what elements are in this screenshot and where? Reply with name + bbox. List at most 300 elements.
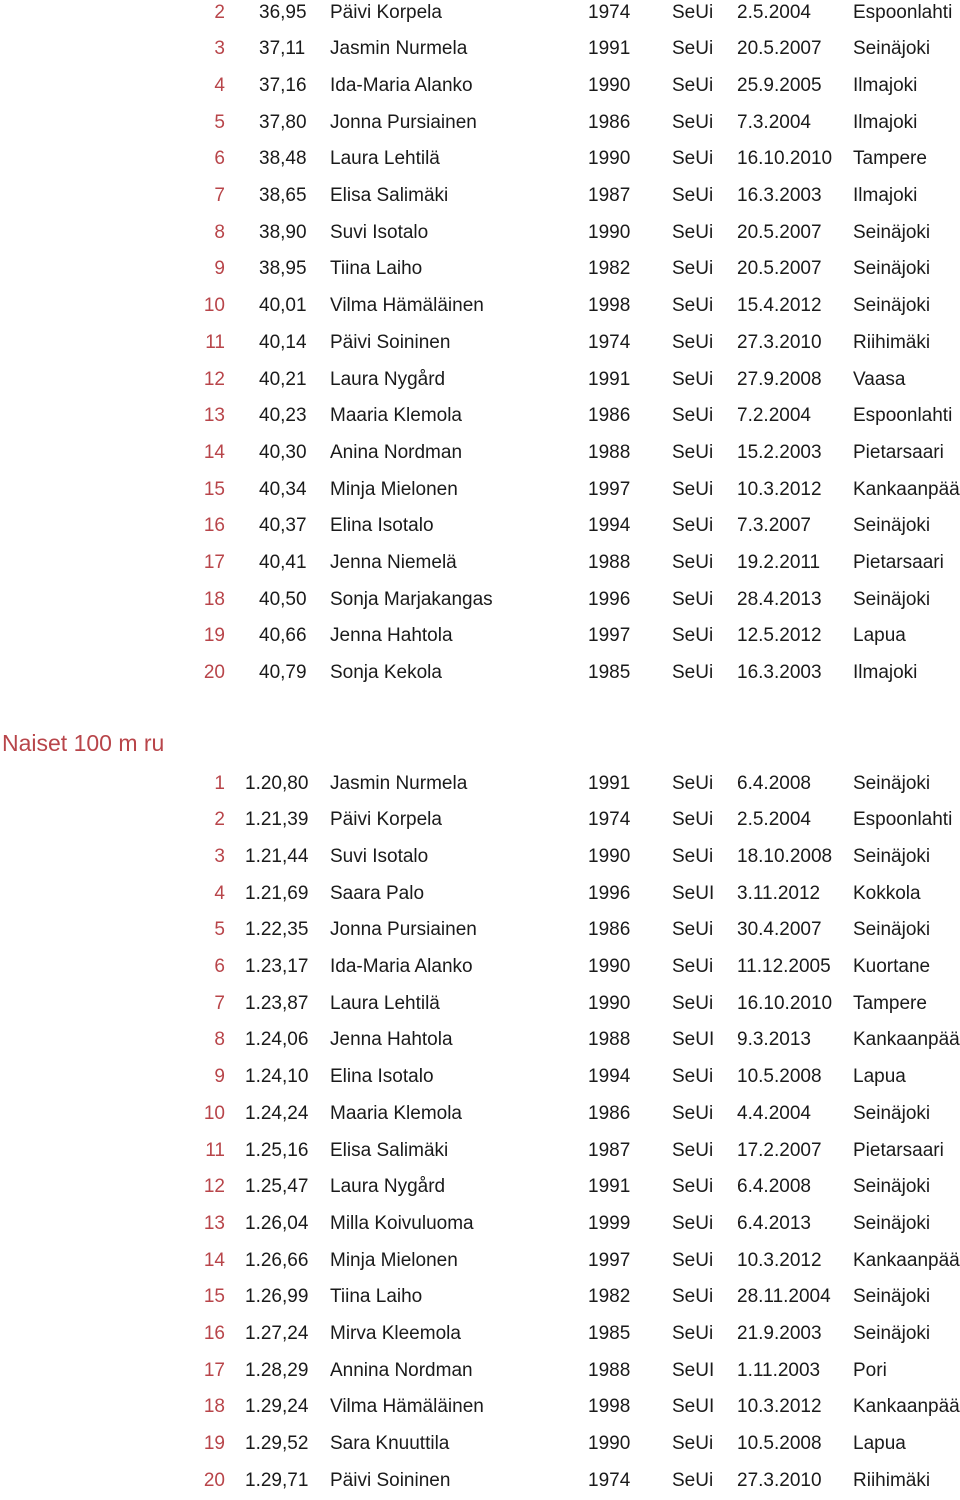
result-date: 15.2.2003 [737, 441, 822, 463]
athlete-name: Saara Palo [330, 882, 425, 904]
rank-cell: 2 [214, 1, 225, 23]
venue-name: Seinäjoki [853, 588, 931, 610]
time-cell: 1.26,66 [245, 1249, 309, 1271]
time-cell: 40,14 [259, 331, 307, 353]
athlete-name: Jenna Hahtola [330, 625, 453, 647]
birth-year: 1991 [588, 38, 631, 60]
club-name: SeUi [672, 295, 714, 317]
rank-cell: 12 [203, 368, 225, 390]
venue-name: Kokkola [853, 882, 921, 904]
birth-year: 1987 [588, 185, 631, 206]
time-cell: 1.24,10 [245, 1066, 309, 1088]
rank-cell: 10 [203, 295, 225, 317]
time-cell: 40,79 [259, 662, 307, 684]
time-cell: 36,95 [259, 1, 307, 23]
athlete-name: Vilma Hämäläinen [330, 1396, 484, 1418]
result-date: 16.10.2010 [737, 148, 833, 170]
athlete-name: Maaria Klemola [330, 1102, 462, 1124]
rank-cell: 11 [205, 1139, 225, 1161]
birth-year: 1985 [588, 1323, 631, 1344]
result-date: 2.5.2004 [737, 1, 811, 23]
venue-name: Ilmajoki [853, 111, 918, 133]
birth-year: 1986 [588, 919, 631, 941]
table-row [0, 986, 960, 1023]
venue-name: Ilmajoki [853, 74, 918, 96]
athlete-name: Päivi Korpela [330, 1, 442, 23]
result-date: 16.3.2003 [737, 185, 822, 206]
table-row [0, 1426, 960, 1463]
time-cell: 40,21 [259, 368, 307, 390]
birth-year: 1982 [588, 1286, 631, 1308]
time-cell: 38,48 [259, 148, 307, 170]
venue-name: Seinäjoki [853, 772, 931, 794]
birth-year: 1985 [588, 662, 631, 684]
club-name: SeUi [672, 1249, 714, 1271]
result-date: 15.4.2012 [737, 295, 822, 317]
result-date: 20.5.2007 [737, 258, 822, 280]
time-cell: 1.21,39 [245, 809, 309, 831]
club-name: SeUi [672, 588, 714, 610]
time-cell: 1.26,99 [245, 1286, 309, 1308]
time-cell: 40,37 [259, 515, 307, 537]
time-cell: 37,80 [259, 111, 307, 133]
athlete-name: Tiina Laiho [330, 1286, 423, 1308]
athlete-name: Päivi Soininen [330, 331, 451, 353]
time-cell: 40,01 [259, 295, 307, 317]
athlete-name: Ida-Maria Alanko [330, 74, 473, 96]
birth-year: 1998 [588, 295, 631, 317]
table-row [0, 1059, 960, 1096]
club-name: SeUi [672, 1066, 714, 1088]
table-row [0, 362, 960, 399]
birth-year: 1988 [588, 552, 631, 573]
table-row [0, 178, 960, 215]
birth-year: 1991 [588, 1176, 631, 1198]
rank-cell: 3 [214, 38, 225, 60]
result-date: 11.12.2005 [737, 956, 831, 977]
club-name: SeUi [672, 111, 714, 133]
venue-name: Kankaanpää [853, 1396, 960, 1418]
time-cell: 38,90 [259, 221, 307, 243]
time-cell: 1.29,52 [245, 1433, 309, 1455]
table-row [0, 508, 960, 545]
rank-cell: 20 [203, 1469, 225, 1491]
time-cell: 40,66 [259, 625, 307, 647]
section-title-100m: Naiset 100 m ru [2, 730, 165, 756]
table-row [0, 1096, 960, 1133]
birth-year: 1986 [588, 405, 631, 427]
athlete-name: Jenna Niemelä [330, 552, 457, 573]
table-row [0, 215, 960, 252]
table-row [0, 105, 960, 142]
athlete-name: Päivi Korpela [330, 809, 442, 831]
time-cell: 1.27,24 [245, 1323, 309, 1344]
birth-year: 1997 [588, 1249, 631, 1271]
athlete-name: Jonna Pursiainen [330, 111, 477, 133]
table-row [0, 1169, 960, 1206]
birth-year: 1988 [588, 1359, 631, 1381]
time-cell: 1.29,71 [245, 1469, 309, 1491]
venue-name: Seinäjoki [853, 295, 931, 317]
birth-year: 1997 [588, 625, 631, 647]
venue-name: Seinäjoki [853, 1102, 931, 1124]
birth-year: 1991 [588, 368, 631, 390]
club-name: SeUi [672, 258, 714, 280]
time-cell: 1.23,17 [245, 956, 309, 977]
birth-year: 1999 [588, 1212, 631, 1234]
birth-year: 1974 [588, 1469, 631, 1491]
birth-year: 1990 [588, 148, 631, 170]
venue-name: Kankaanpää [853, 1249, 960, 1271]
table-row [0, 839, 960, 876]
time-cell: 1.25,16 [245, 1139, 309, 1161]
result-date: 18.10.2008 [737, 845, 833, 867]
club-name: SeUI [672, 1029, 715, 1051]
athlete-name: Laura Lehtilä [330, 148, 440, 170]
rank-cell: 9 [214, 258, 225, 280]
club-name: SeUi [672, 515, 714, 537]
venue-name: Seinäjoki [853, 515, 931, 537]
venue-name: Riihimäki [853, 331, 931, 353]
result-date: 4.4.2004 [737, 1102, 811, 1124]
athlete-name: Suvi Isotalo [330, 845, 429, 867]
club-name: SeUi [672, 221, 714, 243]
table-row [0, 766, 960, 803]
table-row [0, 876, 960, 913]
table-row [0, 472, 960, 509]
table-row [0, 0, 960, 31]
club-name: SeUi [672, 1176, 714, 1198]
table-row [0, 141, 960, 178]
result-date: 12.5.2012 [737, 625, 822, 647]
time-cell: 1.21,44 [245, 845, 309, 867]
rank-cell: 17 [203, 552, 225, 573]
athlete-name: Minja Mielonen [330, 1249, 458, 1271]
table-row [0, 802, 960, 839]
athlete-name: Laura Nygård [330, 368, 446, 390]
venue-name: Lapua [853, 1066, 906, 1088]
time-cell: 1.23,87 [245, 992, 309, 1014]
club-name: SeUi [672, 148, 714, 170]
table-row [0, 1206, 960, 1243]
result-date: 10.3.2012 [737, 1396, 822, 1418]
club-name: SeUi [672, 956, 714, 977]
table-row [0, 435, 960, 472]
athlete-name: Annina Nordman [330, 1359, 473, 1381]
birth-year: 1996 [588, 882, 631, 904]
rank-cell: 15 [203, 478, 225, 500]
venue-name: Vaasa [853, 368, 906, 390]
rank-cell: 18 [203, 1396, 225, 1418]
result-date: 6.4.2013 [737, 1212, 811, 1234]
time-cell: 1.28,29 [245, 1359, 309, 1381]
table-row [0, 1022, 960, 1059]
venue-name: Seinäjoki [853, 1286, 931, 1308]
venue-name: Seinäjoki [853, 221, 931, 243]
birth-year: 1974 [588, 809, 631, 831]
table-row [0, 251, 960, 288]
rank-cell: 16 [203, 1323, 225, 1344]
birth-year: 1987 [588, 1139, 631, 1161]
venue-name: Seinäjoki [853, 919, 931, 941]
rank-cell: 13 [203, 405, 225, 427]
rank-cell: 19 [203, 1433, 225, 1455]
birth-year: 1988 [588, 1029, 631, 1051]
table-row [0, 949, 960, 986]
result-date: 30.4.2007 [737, 919, 822, 941]
result-date: 6.4.2008 [737, 1176, 811, 1198]
venue-name: Tampere [853, 148, 927, 170]
time-cell: 40,30 [259, 441, 307, 463]
time-cell: 40,34 [259, 478, 307, 500]
result-date: 28.11.2004 [737, 1286, 831, 1308]
rank-cell: 12 [203, 1176, 225, 1198]
venue-name: Ilmajoki [853, 662, 918, 684]
club-name: SeUi [672, 1433, 714, 1455]
club-name: SeUi [672, 662, 714, 684]
result-date: 21.9.2003 [737, 1323, 822, 1344]
venue-name: Seinäjoki [853, 1176, 931, 1198]
club-name: SeUI [672, 882, 715, 904]
rank-cell: 13 [203, 1212, 225, 1234]
venue-name: Seinäjoki [853, 258, 931, 280]
club-name: SeUi [672, 1, 714, 23]
club-name: SeUi [672, 478, 714, 500]
athlete-name: Ida-Maria Alanko [330, 956, 473, 977]
result-date: 20.5.2007 [737, 38, 822, 60]
birth-year: 1974 [588, 1, 631, 23]
result-date: 10.5.2008 [737, 1066, 822, 1088]
club-name: SeUi [672, 625, 714, 647]
club-name: SeUi [672, 1286, 714, 1308]
table-row [0, 31, 960, 68]
table-row [0, 1316, 960, 1353]
birth-year: 1990 [588, 221, 631, 243]
athlete-name: Tiina Laiho [330, 258, 423, 280]
birth-year: 1990 [588, 992, 631, 1014]
table-row [0, 545, 960, 582]
athlete-name: Sonja Kekola [330, 662, 442, 684]
time-cell: 1.24,24 [245, 1102, 309, 1124]
rank-cell: 8 [214, 221, 225, 243]
rank-cell: 18 [203, 588, 225, 610]
rank-cell: 4 [214, 882, 225, 904]
result-date: 10.3.2012 [737, 1249, 822, 1271]
club-name: SeUi [672, 368, 714, 390]
time-cell: 1.22,35 [245, 919, 309, 941]
result-date: 20.5.2007 [737, 221, 822, 243]
time-cell: 1.26,04 [245, 1212, 309, 1234]
result-date: 1.11.2003 [737, 1359, 821, 1381]
birth-year: 1986 [588, 111, 631, 133]
table-row [0, 398, 960, 435]
birth-year: 1986 [588, 1102, 631, 1124]
birth-year: 1996 [588, 588, 631, 610]
athlete-name: Jonna Pursiainen [330, 919, 477, 941]
rank-cell: 8 [214, 1029, 225, 1051]
club-name: SeUi [672, 809, 714, 831]
athlete-name: Jenna Hahtola [330, 1029, 453, 1051]
rank-cell: 16 [203, 515, 225, 537]
time-cell: 1.21,69 [245, 882, 309, 904]
rank-cell: 14 [203, 441, 225, 463]
birth-year: 1974 [588, 331, 631, 353]
birth-year: 1988 [588, 441, 631, 463]
rank-cell: 1 [214, 772, 225, 794]
birth-year: 1990 [588, 845, 631, 867]
venue-name: Kankaanpää [853, 478, 960, 500]
club-name: SeUi [672, 1469, 714, 1491]
club-name: SeUi [672, 845, 714, 867]
athlete-name: Jasmin Nurmela [330, 772, 468, 794]
venue-name: Riihimäki [853, 1469, 931, 1491]
rank-cell: 17 [203, 1359, 225, 1381]
athlete-name: Elisa Salimäki [330, 1139, 449, 1161]
athlete-name: Elina Isotalo [330, 1066, 434, 1088]
venue-name: Lapua [853, 625, 906, 647]
athlete-name: Jasmin Nurmela [330, 38, 468, 60]
time-cell: 37,11 [259, 38, 306, 60]
club-name: SeUi [672, 74, 714, 96]
rank-cell: 20 [203, 662, 225, 684]
athlete-name: Maaria Klemola [330, 405, 462, 427]
club-name: SeUi [672, 1212, 714, 1234]
venue-name: Espoonlahti [853, 405, 953, 427]
venue-name: Seinäjoki [853, 1323, 931, 1344]
time-cell: 38,65 [259, 185, 307, 206]
club-name: SeUi [672, 919, 714, 941]
venue-name: Pietarsaari [853, 552, 944, 573]
athlete-name: Elina Isotalo [330, 515, 434, 537]
rank-cell: 6 [214, 148, 225, 170]
rank-cell: 19 [203, 625, 225, 647]
result-date: 27.9.2008 [737, 368, 822, 390]
table-row [0, 1353, 960, 1390]
club-name: SeUi [672, 1139, 714, 1161]
rank-cell: 15 [203, 1286, 225, 1308]
athlete-name: Vilma Hämäläinen [330, 295, 484, 317]
club-name: SeUi [672, 992, 714, 1014]
table-row [0, 618, 960, 655]
result-date: 7.3.2004 [737, 111, 811, 133]
venue-name: Kankaanpää [853, 1029, 960, 1051]
table-row [0, 582, 960, 619]
birth-year: 1982 [588, 258, 631, 280]
birth-year: 1991 [588, 772, 631, 794]
result-date: 27.3.2010 [737, 1469, 822, 1491]
result-date: 28.4.2013 [737, 588, 822, 610]
time-cell: 38,95 [259, 258, 307, 280]
result-date: 3.11.2012 [737, 882, 821, 904]
result-date: 16.3.2003 [737, 662, 822, 684]
athlete-name: Mirva Kleemola [330, 1323, 461, 1344]
table-row [0, 1279, 960, 1316]
result-date: 27.3.2010 [737, 331, 822, 353]
rank-cell: 9 [214, 1066, 225, 1088]
birth-year: 1994 [588, 515, 631, 537]
rank-cell: 3 [214, 845, 225, 867]
rank-cell: 14 [203, 1249, 225, 1271]
time-cell: 40,41 [259, 552, 307, 573]
club-name: SeUi [672, 185, 714, 206]
time-cell: 40,50 [259, 588, 307, 610]
club-name: SeUI [672, 1359, 715, 1381]
athlete-name: Milla Koivuluoma [330, 1212, 474, 1234]
result-date: 10.3.2012 [737, 478, 822, 500]
table-row [0, 655, 960, 692]
rank-cell: 7 [214, 992, 225, 1014]
athlete-name: Anina Nordman [330, 441, 463, 463]
birth-year: 1990 [588, 1433, 631, 1455]
venue-name: Ilmajoki [853, 185, 918, 206]
club-name: SeUi [672, 38, 714, 60]
result-date: 2.5.2004 [737, 809, 811, 831]
birth-year: 1994 [588, 1066, 631, 1088]
table-row [0, 325, 960, 362]
club-name: SeUi [672, 1323, 714, 1344]
rank-cell: 10 [203, 1102, 225, 1124]
athlete-name: Laura Lehtilä [330, 992, 440, 1014]
rank-cell: 5 [214, 919, 225, 941]
club-name: SeUI [672, 1396, 715, 1418]
time-cell: 37,16 [259, 74, 307, 96]
athlete-name: Minja Mielonen [330, 478, 458, 500]
rank-cell: 2 [214, 809, 225, 831]
result-date: 7.3.2007 [737, 515, 811, 537]
venue-name: Seinäjoki [853, 845, 931, 867]
club-name: SeUi [672, 441, 714, 463]
club-name: SeUi [672, 405, 714, 427]
result-date: 10.5.2008 [737, 1433, 822, 1455]
club-name: SeUi [672, 772, 714, 794]
rank-cell: 11 [205, 331, 225, 353]
result-date: 7.2.2004 [737, 405, 811, 427]
rank-cell: 6 [214, 956, 225, 977]
club-name: SeUi [672, 1102, 714, 1124]
athlete-name: Päivi Soininen [330, 1469, 451, 1491]
venue-name: Pietarsaari [853, 1139, 944, 1161]
venue-name: Seinäjoki [853, 38, 931, 60]
time-cell: 1.25,47 [245, 1176, 309, 1198]
athlete-name: Laura Nygård [330, 1176, 446, 1198]
result-date: 16.10.2010 [737, 992, 833, 1014]
result-date: 25.9.2005 [737, 74, 822, 96]
time-cell: 1.29,24 [245, 1396, 309, 1418]
result-date: 19.2.2011 [737, 552, 821, 573]
table-row [0, 68, 960, 105]
time-cell: 40,23 [259, 405, 307, 427]
birth-year: 1998 [588, 1396, 631, 1418]
club-name: SeUi [672, 552, 714, 573]
table-row [0, 912, 960, 949]
venue-name: Pori [853, 1359, 887, 1381]
rank-cell: 7 [214, 185, 225, 206]
table-row [0, 1389, 960, 1426]
time-cell: 1.20,80 [245, 772, 309, 794]
athlete-name: Elisa Salimäki [330, 185, 449, 206]
table-row [0, 1133, 960, 1170]
table-row [0, 288, 960, 325]
venue-name: Espoonlahti [853, 809, 953, 831]
club-name: SeUi [672, 331, 714, 353]
athlete-name: Sara Knuuttila [330, 1433, 450, 1455]
venue-name: Espoonlahti [853, 1, 953, 23]
birth-year: 1997 [588, 478, 631, 500]
result-date: 6.4.2008 [737, 772, 811, 794]
birth-year: 1990 [588, 956, 631, 977]
venue-name: Tampere [853, 992, 927, 1014]
venue-name: Kuortane [853, 956, 931, 977]
